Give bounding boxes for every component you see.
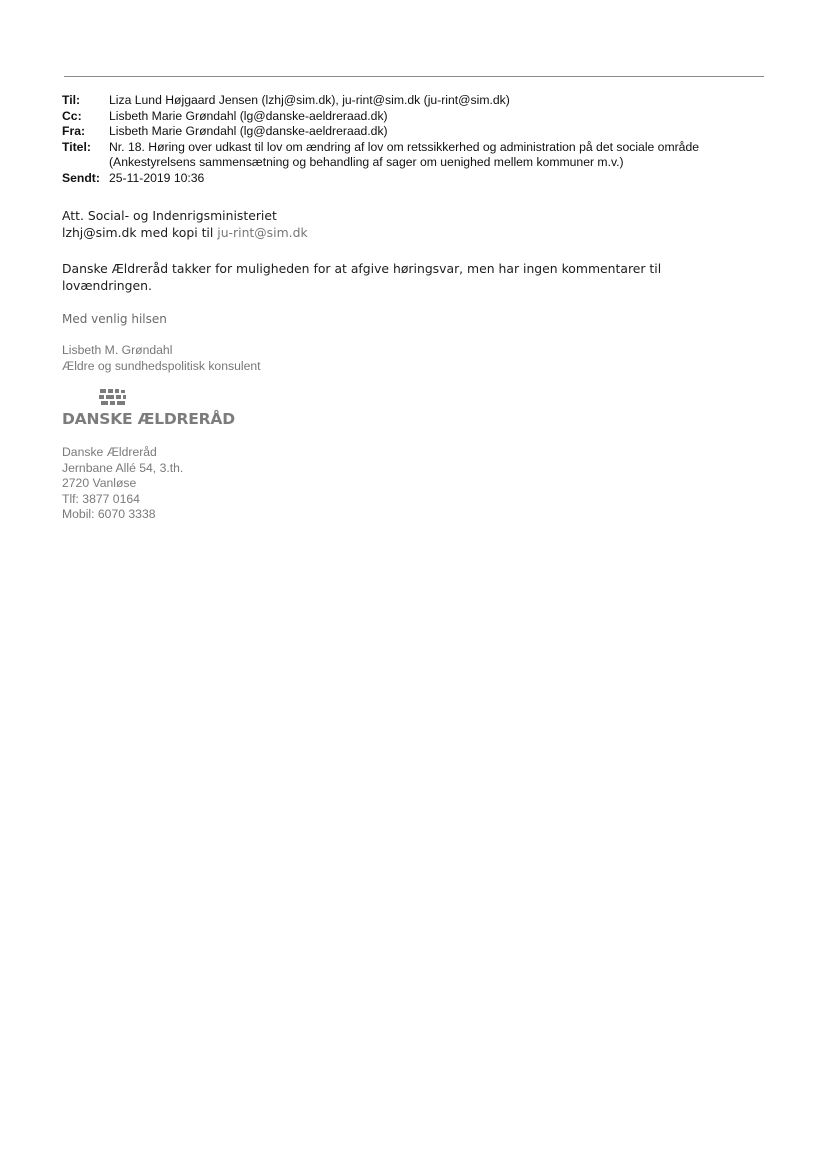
address-phone: Tlf: 3877 0164: [62, 491, 140, 506]
cc-row: [62, 109, 782, 125]
to-value: Liza Lund Højgaard Jensen (lzhj@sim.dk), ju-rint@sim.dk (ju-rint@sim.dk): [109, 93, 510, 107]
title-label: Titel:: [62, 139, 91, 154]
attention-line: Att. Social- og Indenrigsministeriet: [62, 208, 277, 223]
copy-address: ju-rint@sim.dk: [217, 225, 308, 240]
address-city: 2720 Vanløse: [62, 476, 137, 490]
to-label: Til:: [62, 93, 81, 107]
address-org: Danske Ældreråd: [62, 445, 157, 459]
from-row: [62, 124, 782, 140]
title-line-2: (Ankestyrelsens sammensætning og behandling af sager om uenighed mellem kommuner m.v.): [109, 155, 624, 169]
signature-name: Lisbeth M. Grøndahl: [62, 343, 173, 357]
sent-value: 25-11-2019 10:36: [109, 170, 205, 185]
title-line-1: Nr. 18. Høring over udkast til lov om ændring af lov om retssikkerhed og administration på det sociale område: [109, 139, 700, 154]
from-label: Fra:: [62, 124, 86, 138]
logo-wordmark: DANSKE ÆLDRERÅD: [62, 410, 235, 428]
address-mobile: Mobil: 6070 3338: [62, 507, 156, 521]
address-street: Jernbane Allé 54, 3.th.: [62, 460, 184, 475]
email-header: [62, 93, 782, 186]
body-line-2: lovændringen.: [62, 278, 152, 293]
cc-label: Cc:: [62, 108, 82, 123]
signature-role: Ældre og sundhedspolitisk konsulent: [62, 358, 261, 373]
logo-mark-icon: [98, 388, 128, 408]
cc-value: Lisbeth Marie Grøndahl (lg@danske-aeldreraad.dk): [109, 108, 388, 123]
header-divider: [64, 76, 764, 77]
body-line-1: Danske Ældreråd takker for muligheden for at afgive høringsvar, men har ingen kommentarer til: [62, 261, 662, 276]
to-row: [62, 93, 782, 109]
greeting: Med venlig hilsen: [62, 312, 167, 326]
copy-line: [62, 224, 742, 241]
title-row: [62, 140, 782, 171]
message-body: [62, 260, 742, 294]
title-value: [109, 140, 782, 171]
address-block: [62, 445, 183, 523]
attention-block: [62, 207, 742, 241]
copy-prefix: lzhj@sim.dk med kopi til: [62, 225, 218, 240]
from-value: Lisbeth Marie Grøndahl (lg@danske-aeldreraad.dk): [109, 124, 388, 138]
sent-row: [62, 171, 782, 187]
organization-logo: [62, 388, 235, 432]
signature-block: [62, 343, 261, 374]
sent-label: Sendt:: [62, 170, 100, 185]
